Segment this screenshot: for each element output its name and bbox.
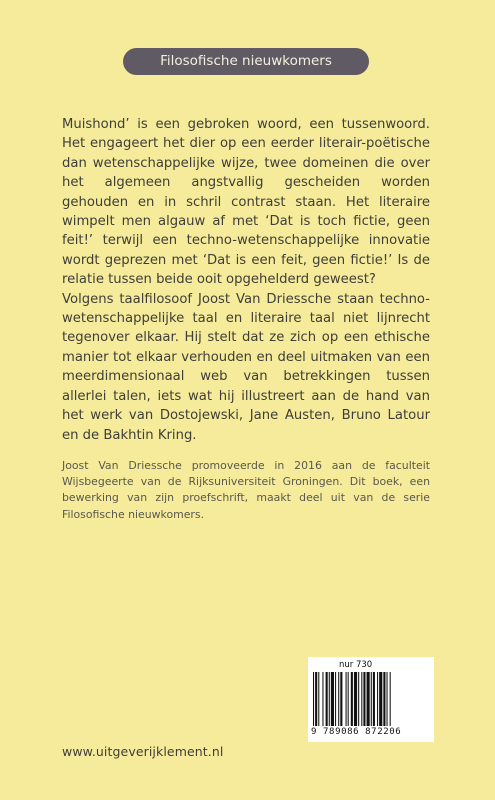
barcode-bar bbox=[371, 672, 372, 726]
barcode-bar bbox=[351, 672, 353, 726]
barcode-image bbox=[311, 672, 431, 726]
blurb-paragraph-1: Muishond’ is een gebroken woord, een tussenwoord. Het engageert het dier op een eerder literair-poëtische dan wetenschappelijke wijze, twee domeinen die over het algemeen angstvallig gescheiden worden gehouden en in schril contrast staan. Het literaire wimpelt men algauw af met ‘Dat is toch fictie, geen feit!’ terwijl een techno-wetenschappelijke innovatie wordt geprezen met ‘Dat is een feit, geen fictie!’ Is de relatie tussen beide ooit opgehelderd geweest? bbox=[62, 117, 430, 288]
barcode-bar bbox=[367, 672, 370, 726]
blurb-paragraph-2: Volgens taalfilosoof Joost Van Driessche staan techno-wetenschappelijke taal en literaire taal niet lijnrecht tegenover elkaar. Hij stelt dat ze zich op een ethische manier tot elkaar verhouden en deel uitmaken van een meerdimensionaal web van betrekkingen tussen allerlei talen, iets wat hij illustreert aan de hand van het werk van Dostojewski, Jane Austen, Bruno Latour en de Bakhtin Kring. bbox=[62, 291, 430, 443]
barcode-bar bbox=[358, 672, 359, 726]
barcode-bar bbox=[373, 672, 375, 726]
nur-code: nur 730 bbox=[339, 660, 373, 670]
barcode-bar bbox=[379, 672, 382, 726]
barcode-bar bbox=[329, 672, 330, 726]
barcode-bar bbox=[335, 672, 336, 726]
barcode-bar bbox=[331, 672, 334, 726]
barcode-bar bbox=[315, 672, 317, 726]
barcode-bar bbox=[383, 672, 385, 726]
barcode-bar bbox=[322, 672, 323, 726]
barcode-bar bbox=[363, 672, 365, 726]
barcode-bar bbox=[361, 672, 362, 726]
barcode-bar bbox=[346, 672, 347, 726]
barcode-bar bbox=[390, 672, 391, 726]
barcode-bar bbox=[377, 672, 378, 726]
barcode-bar bbox=[387, 672, 388, 726]
publisher-website[interactable]: www.uitgeverijklement.nl bbox=[62, 744, 224, 759]
back-cover-blurb bbox=[62, 115, 430, 445]
barcode-bar bbox=[354, 672, 357, 726]
barcode-label bbox=[308, 657, 434, 742]
barcode-bar bbox=[340, 672, 342, 726]
isbn-digits: 9 789086 872206 bbox=[311, 727, 402, 737]
author-note: Joost Van Driessche promoveerde in 2016 aan de faculteit Wijsbegeerte van de Rijksuniversiteit Groningen. Dit boek, een bewerking van zijn proefschrift, maakt deel uit van de serie Filosofische nieuwkomers. bbox=[62, 459, 430, 521]
barcode-bar bbox=[326, 672, 328, 726]
barcode-bar bbox=[313, 672, 314, 726]
barcode-bar bbox=[338, 672, 339, 726]
series-label: Filosofische nieuwkomers bbox=[123, 48, 369, 75]
barcode-bar bbox=[318, 672, 319, 726]
barcode-bar bbox=[348, 672, 349, 726]
